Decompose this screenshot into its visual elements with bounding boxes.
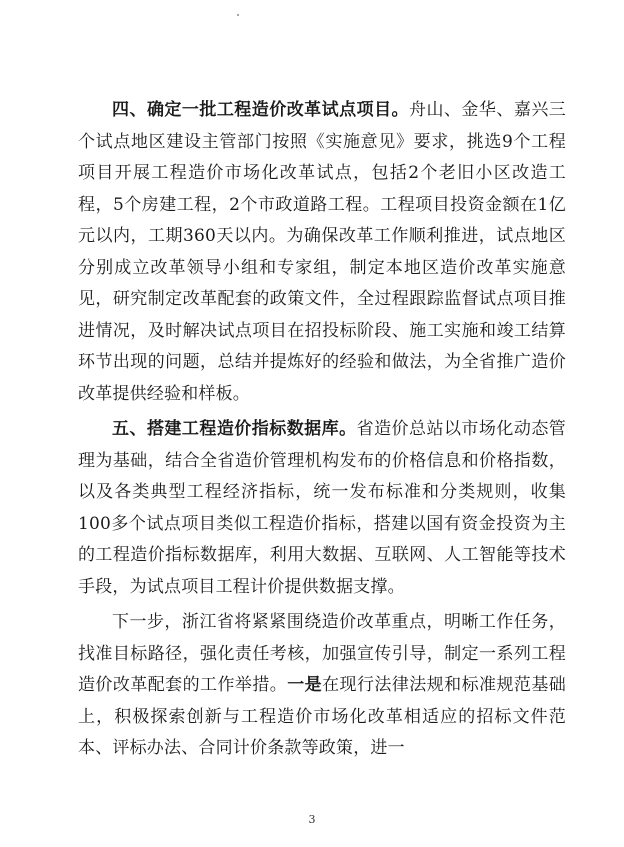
page-number: 3 [308, 813, 316, 826]
emphasis-first-point: 一是 [287, 675, 323, 695]
paragraph-indicator-database [78, 414, 566, 603]
paragraph-text: 省造价总站以市场化动态管理为基础，结合全省造价管理机构发布的价格信息和价格指数，以及各类典型工程经济指标，统一发布标准和分类规则，收集100多个试点项目类似工程造价指标，搭建以国有资金投资为主的工程造价指标数据库，利用大数据、互联网、人工智能等技术手段，为试点项目工程计价提供数据支撑。 [78, 419, 566, 597]
scan-speck [237, 14, 239, 16]
paragraph-text: 在现行法律法规和标准规范基础上，积极探索创新与工程造价市场化改革相适应的招标文件范本、评标办法、合同计价条款等政策，进一 [78, 675, 566, 758]
section-heading-pilot-projects: 四、确定一批工程造价改革试点项目。 [112, 100, 410, 120]
section-heading-indicator-database: 五、搭建工程造价指标数据库。 [112, 419, 357, 439]
paragraph-pilot-projects [78, 95, 566, 410]
document-body [78, 95, 566, 765]
paragraph-text: 下一步，浙江省将紧紧围绕造价改革重点，明晰工作任务，找准目标路径，强化责任考核，加强宣传引导，制定一系列工程造价改革配套的工作举措。 [78, 612, 566, 695]
paragraph-next-steps [78, 607, 566, 765]
paragraph-text: 舟山、金华、嘉兴三个试点地区建设主管部门按照《实施意见》要求，挑选9个工程项目开展工程造价市场化改革试点，包括2个老旧小区改造工程，5个房建工程，2个市政道路工程。工程项目投资金额在1亿元以内，工期360天以内。为确保改革工作顺利推进，试点地区分别成立改革领导小组和专家组，制定本地区造价改革实施意见，研究制定改革配套的政策文件，全过程跟踪监督试点项目推进情况，及时解决试点项目在招投标阶段、施工实施和竣工结算环节出现的问题，总结并提炼好的经验和做法，为全省推广造价改革提供经验和样板。 [78, 100, 566, 404]
